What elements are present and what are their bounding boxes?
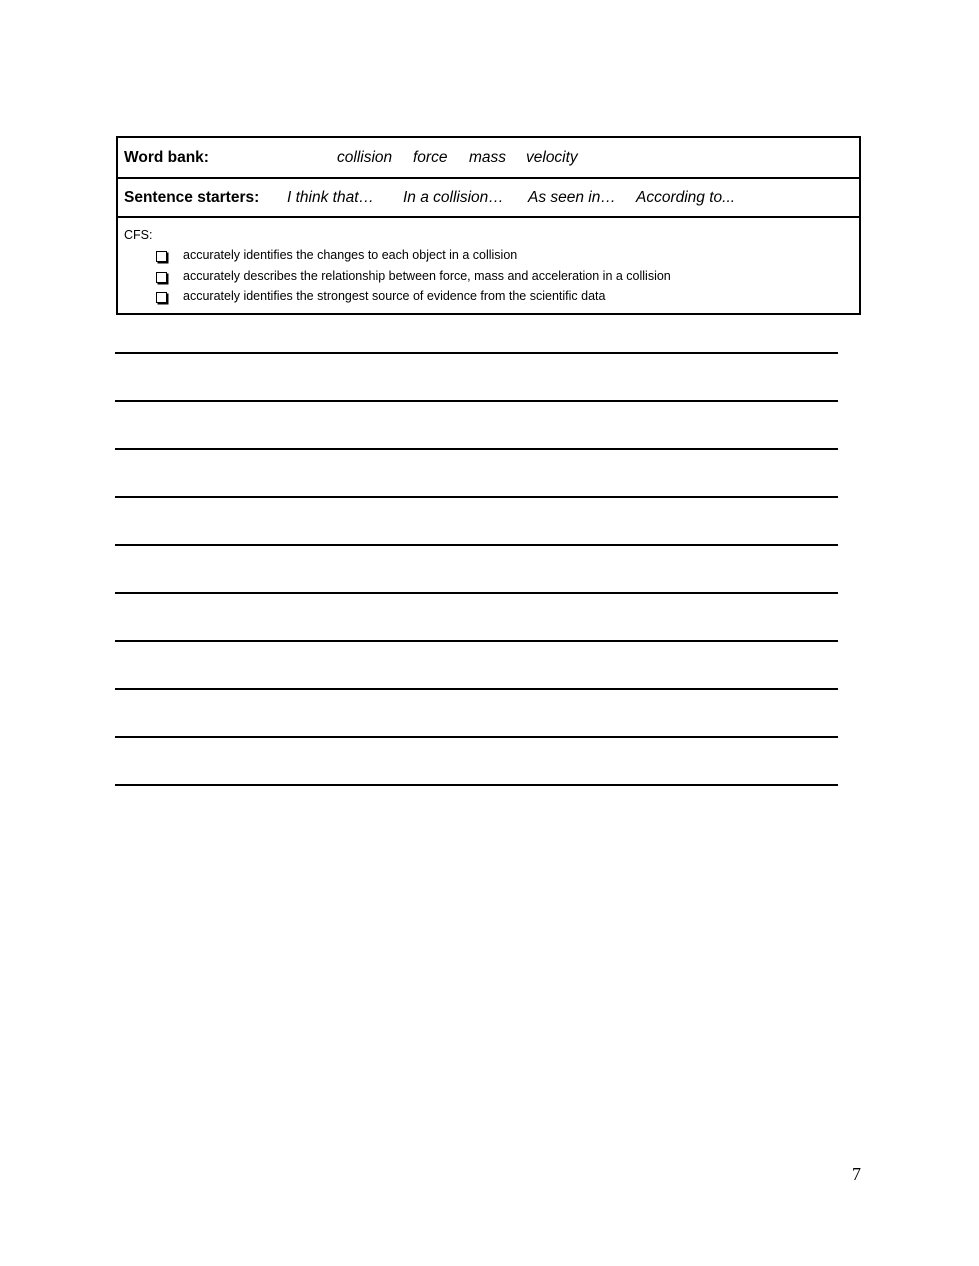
info-box <box>116 136 861 315</box>
sentence-starters-row <box>118 179 859 218</box>
cfs-item-text: accurately describes the relationship between force, mass and acceleration in a collision <box>183 268 671 283</box>
word-bank-word: mass <box>469 149 507 166</box>
word-bank-word: force <box>413 149 448 166</box>
sentence-starter: I think that… <box>287 189 375 206</box>
sentence-starter: According to... <box>636 189 736 206</box>
checkbox-icon <box>156 292 167 303</box>
answer-line <box>115 448 838 450</box>
cfs-label: CFS: <box>124 228 153 242</box>
word-bank-label: Word bank: <box>124 149 209 166</box>
answer-line <box>115 352 838 354</box>
answer-line <box>115 640 838 642</box>
answer-line <box>115 496 838 498</box>
answer-line <box>115 400 838 402</box>
word-bank-row <box>118 138 859 179</box>
answer-line <box>115 784 838 786</box>
answer-line <box>115 544 838 546</box>
cfs-item-text: accurately identifies the changes to each object in a collision <box>183 248 518 262</box>
sentence-starter: As seen in… <box>528 189 616 206</box>
answer-line <box>115 736 838 738</box>
page-number: 7 <box>852 1164 861 1184</box>
sentence-starters-label: Sentence starters: <box>124 189 260 206</box>
sentence-starter: In a collision… <box>403 189 504 206</box>
answer-line <box>115 592 838 594</box>
checkbox-icon <box>156 272 167 283</box>
checkbox-icon <box>156 251 167 262</box>
cfs-row <box>118 218 859 313</box>
word-bank-word: collision <box>337 149 393 166</box>
answer-line <box>115 688 838 690</box>
word-bank-word: velocity <box>526 149 578 166</box>
cfs-item-text: accurately identifies the strongest source of evidence from the scientific data <box>183 289 606 303</box>
